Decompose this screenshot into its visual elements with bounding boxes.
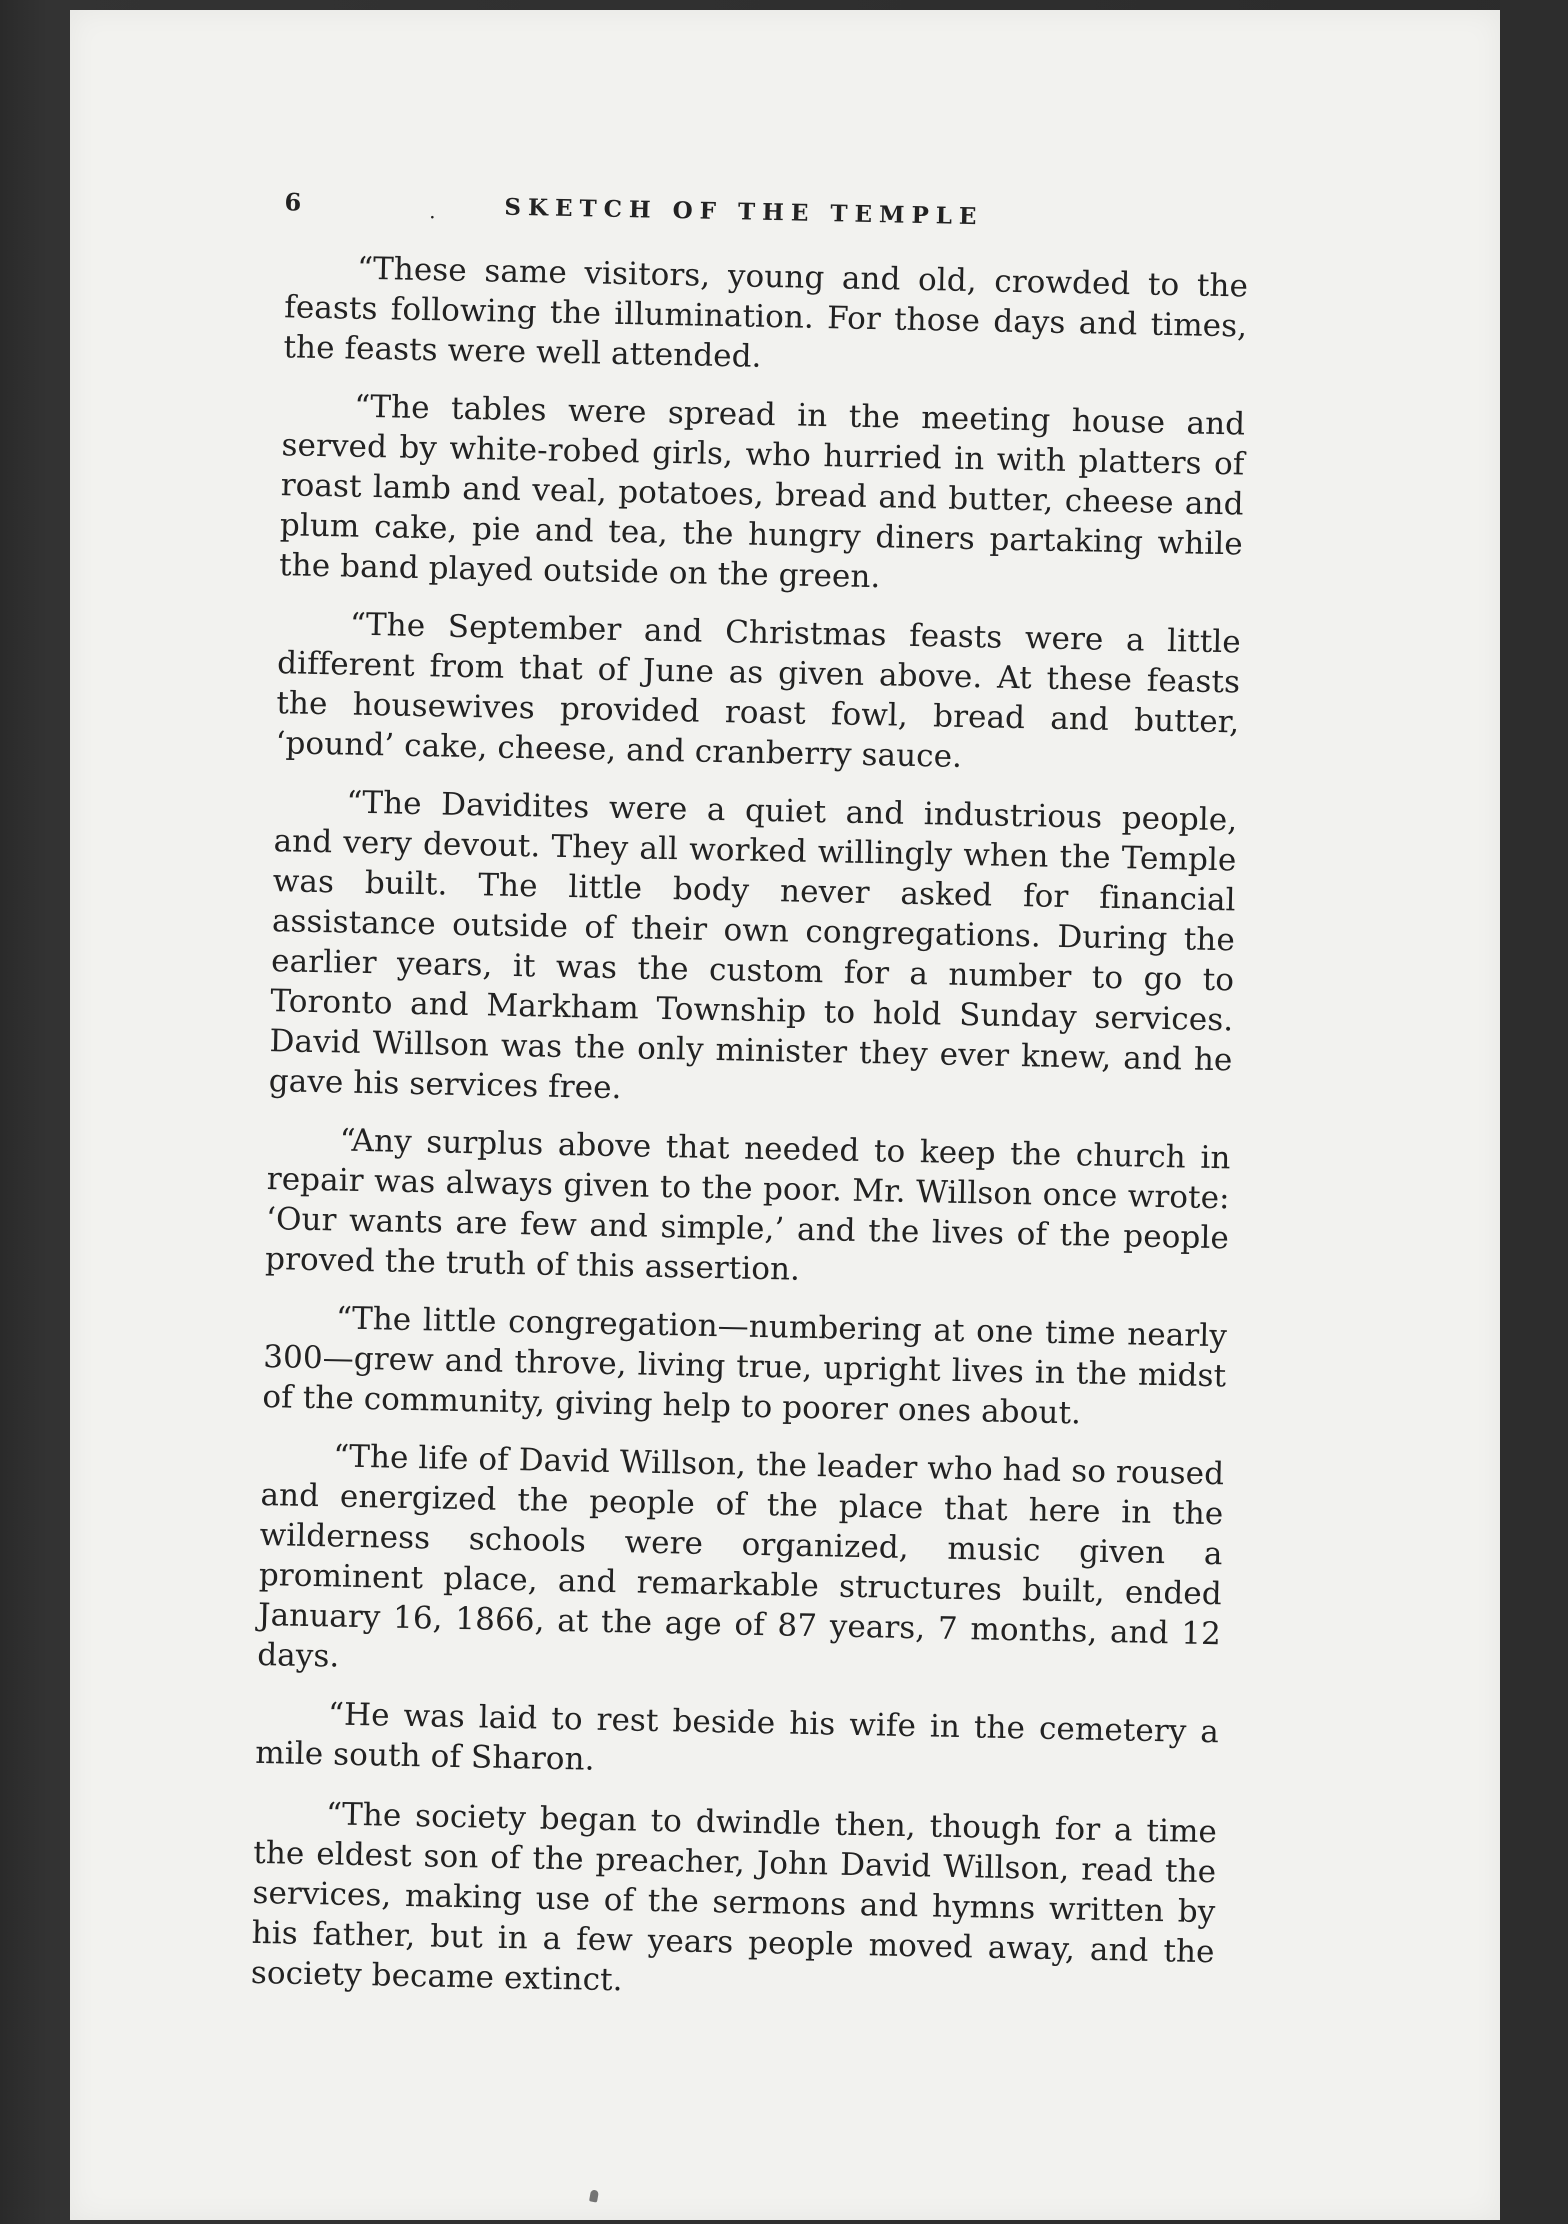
paragraph-1: “These same visitors, young and old, crowded to the feasts following the illumination. For those days and times, the feasts were well attended.	[283, 250, 1249, 375]
running-head: SKETCH OF THE TEMPLE	[504, 193, 984, 231]
paragraph-6: “The little congregation—numbering at one time nearly 300—grew and throve, living true, upright lives in the midst of the community, giving help to poorer ones about.	[262, 1300, 1228, 1432]
paragraph-7: “The life of David Willson, the leader who had so roused and energized the people of the place that here in the wilderness schools were organized, music given a prominent place, and remarkable structures built, ended January 16, 1866, at the age of 87 years, 7 months, and 12 days.	[256, 1438, 1225, 1675]
paragraph-8: “He was laid to rest beside his wife in the cemetery a mile south of Sharon.	[254, 1696, 1220, 1778]
header-dot: .	[429, 199, 436, 224]
page-number: 6	[284, 187, 302, 217]
paragraph-2: “The tables were spread in the meeting house and served by white-robed girls, who hurried in with platters of roast lamb and veal, potatoes, bread and butter, cheese and plum cake, pie and tea, the hungry diners partaking while the band played outside on the green.	[278, 388, 1246, 596]
paragraph-5: “Any surplus above that needed to keep the church in repair was always given to the poor. Mr. Willson once wrote: ‘Our wants are few and simple,’ and the lives of the people proved the truth of this assertion.	[264, 1122, 1231, 1288]
paragraph-9: “The society began to dwindle then, though for a time the eldest son of the preacher, John David Willson, read the services, making use of the sermons and hymns written by his father, but in a few years people moved away, and the society became extinct.	[250, 1796, 1218, 1999]
paragraph-4: “The Davidites were a quiet and industrious people, and very devout. They all worked willingly when the Temple was built. The little body never asked for financial assistance outside of their own congregations. During the earlier years, it was the custom for a number to go to Toronto and Markham Township to hold Sunday services. David Willson was the only minister they ever knew, and he gave his services free.	[268, 784, 1238, 1107]
paragraph-3: “The September and Christmas feasts were a little different from that of June as given above. At these feasts the housewives provided roast fowl, bread and butter, ‘pound’ cake, cheese, and cranberry sauce.	[275, 606, 1242, 775]
scan-right-margin	[1500, 0, 1568, 2224]
page-content	[139, 175, 1270, 2013]
